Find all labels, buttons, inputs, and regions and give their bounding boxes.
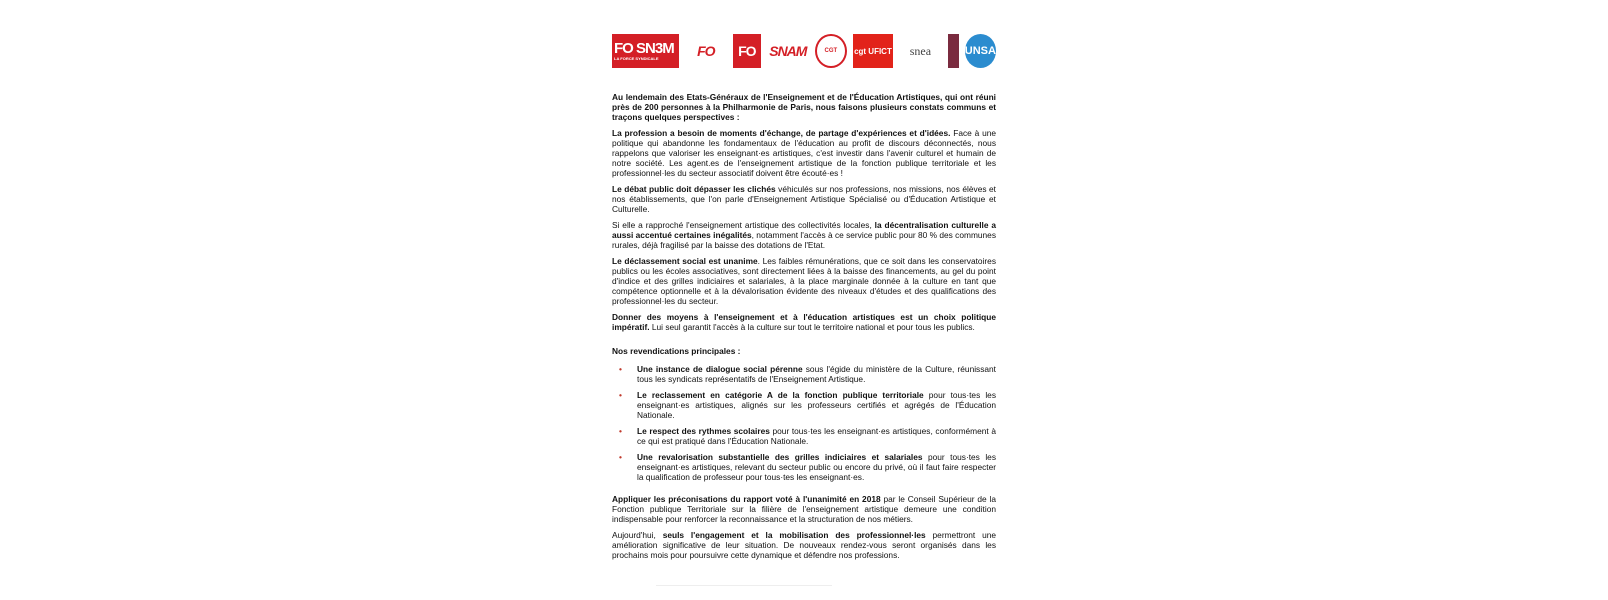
document-body [612,92,996,566]
list-item: • Le respect des rythmes scolaires pour tous·tes les enseignant·es artistiques, conformément à ce qui est pratiqué dans l'Éducation Nationale. [619,426,996,446]
document-page [612,0,996,600]
list-item: • Une revalorisation substantielle des grilles indiciaires et salariales pour tous·tes les enseignant·es artistiques, relevant du secteur public ou encore du privé, où il faut faire respecter la qualification de professeur pour tous·tes les enseignant·es. [619,452,996,482]
list-item: • Le reclassement en catégorie A de la fonction publique territoriale pour tous·tes les enseignant·es artistiques, alignés sur les professeurs certifiés et agrégés de l'Éducation Nationale. [619,390,996,420]
logo-cgt-ufict: cgt UFICT [853,34,894,68]
logo-unsa: UNSA [965,34,996,68]
logo-snam: SNAM [769,43,807,59]
paragraph-exchange: La profession a besoin de moments d'échange, de partage d'expériences et d'idées. Face à une politique qui abandonne les fondamentaux de l'éducation au profit de discours déconnectés, nous rappelons que valoriser les enseignant·es artistiques, c'est investir dans l'avenir culturel et humain de notre société. Les agent.es de l'enseignement artistique de la fonction publique territoriale et les professionnel·les du secteur associatif doivent être écouté·es ! [612,128,996,178]
demands-list [612,364,996,482]
paragraph-decentralisation: Si elle a rapproché l'enseignement artistique des collectivités locales, la décentralisation culturelle a aussi accentué certaines inégalités, notamment l'accès à ce service public pour 80 % des communes rurales, déjà fragilisé par la baisse des dotations de l'Etat. [612,220,996,250]
list-item: • Une instance de dialogue social pérenne sous l'égide du ministère de la Culture, réunissant tous les syndicats représentatifs de l'Enseignement Artistique. [619,364,997,384]
logo-flag-icon [948,34,959,68]
bullet-icon: • [619,364,622,374]
paragraph-preconisations: Appliquer les préconisations du rapport voté à l'unanimité en 2018 par le Conseil Supérieur de la Fonction publique Territoriale sur la filière de l'enseignement artistique demeure une condition indispensable pour renforcer la reconnaissance et la structuration de nos métiers. [612,494,996,524]
logo-cgt-spectacle: CGT [815,34,847,68]
bullet-icon: • [619,426,622,436]
paragraph-mobilisation: Aujourd'hui, seuls l'engagement et la mobilisation des professionnel·les permettront une amélioration significative de leur situation. De nouveaux rendez-vous seront organisés dans les prochains mois pour poursuivre cette dynamique et défendre nos professions. [612,530,996,560]
bullet-icon: • [619,390,622,400]
logo-snea: snea [909,43,932,58]
demands-title: Nos revendications principales : [612,346,741,356]
logo-fo-snb3m: FO SN3M LA FORCE SYNDICALE [612,34,679,68]
bullet-icon: • [619,452,622,462]
union-logos [612,32,996,70]
footer-divider [656,585,832,586]
logo-fo-federation: FO [733,34,761,68]
intro-paragraph: Au lendemain des Etats-Généraux de l'Enseignement et de l'Éducation Artistiques, qui ont réuni près de 200 personnes à la Philharmonie de Paris, nous faisons plusieurs constats communs et traçons quelques perspectives : [612,92,996,122]
paragraph-moyens: Donner des moyens à l'enseignement et à l'éducation artistiques est un choix politique impératif. Lui seul garantit l'accès à la culture sur tout le territoire national et pour tous les publics. [612,312,996,332]
paragraph-cliches: Le débat public doit dépasser les clichés véhiculés sur nos professions, nos missions, nos élèves et nos établissements, que l'on parle d'Enseignement Artistique Spécialisé ou d'Éducation Artistique et Culturelle. [612,184,997,214]
logo-fo-snepat: FO [697,43,715,59]
paragraph-declassement: Le déclassement social est unanime. Les faibles rémunérations, que ce soit dans les conservatoires publics ou les écoles associatives, sont directement liées à la baisse des financements, au gel du point d'indice et des grilles indiciaires et salariales, à la place marginale donnée à la culture en tant que compétence optionnelle et à la dévalorisation évidente des niveaux d'études et des qualifications des professionnel·les du secteur. [612,256,996,306]
